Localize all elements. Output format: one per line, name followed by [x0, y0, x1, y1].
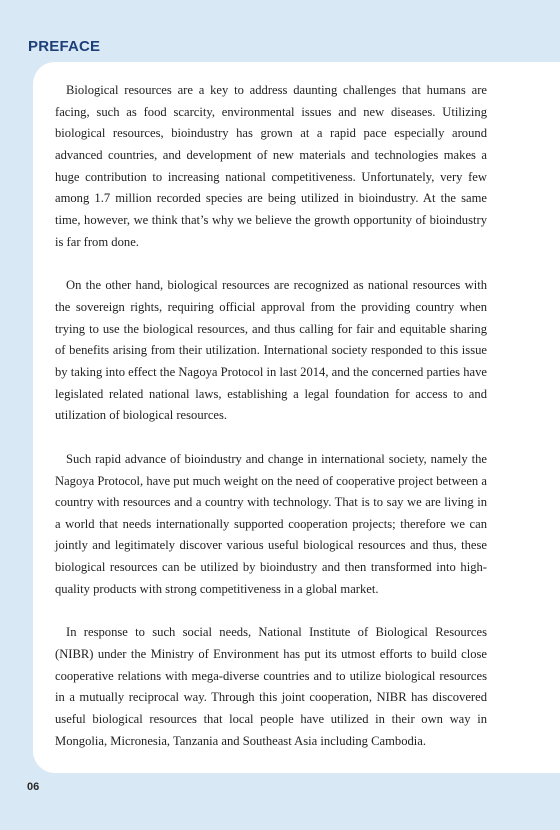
paragraph-2: On the other hand, biological resources are recognized as national resources with the sovereign rights, requiring official approval from the providing country when trying to use the biological resources, and thus calling for fair and equitable sharing of benefits arising from their utilization. International society responded to this issue by taking into effect the Nagoya Protocol in last 2014, and the concerned parties have legislated related national laws, establishing a legal foundation for access to and utilization of biological resources. [55, 278, 487, 423]
page-title: PREFACE [28, 38, 101, 55]
page-number: 06 [27, 781, 40, 793]
preface-body [55, 80, 487, 774]
paragraph-3: Such rapid advance of bioindustry and change in international society, namely the Nagoya Protocol, have put much weight on the need of cooperative project between a country with resources and a country with technology. That is to say we are living in a world that needs internationally supported cooperation projects; therefore we can jointly and legitimately discover various useful biological resources and thus, these biological resources can be utilized by bioindustry and then transformed into high-quality products with strong competitiveness in a global market. [55, 451, 487, 596]
paragraph-1: Biological resources are a key to address daunting challenges that humans are facing, such as food scarcity, environmental issues and new diseases. Utilizing biological resources, bioindustry has grown at a rapid pace especially around advanced countries, and development of new materials and technologies makes a huge contribution to increasing national competitiveness. Unfortunately, very few among 1.7 million recorded species are being utilized in bioindustry. At the same time, however, we think that’s why we believe the growth opportunity of bioindustry is far from done. [55, 83, 487, 249]
paragraph-4: In response to such social needs, National Institute of Biological Resources (NIBR) under the Ministry of Environment has put its utmost efforts to build close cooperative relations with mega-diverse countries and to utilize biological resources in a mutually reciprocal way. Through this joint cooperation, NIBR has discovered useful biological resources that local people have utilized in their own way in Mongolia, Micronesia, Tanzania and Southeast Asia including Cambodia. [55, 625, 487, 748]
